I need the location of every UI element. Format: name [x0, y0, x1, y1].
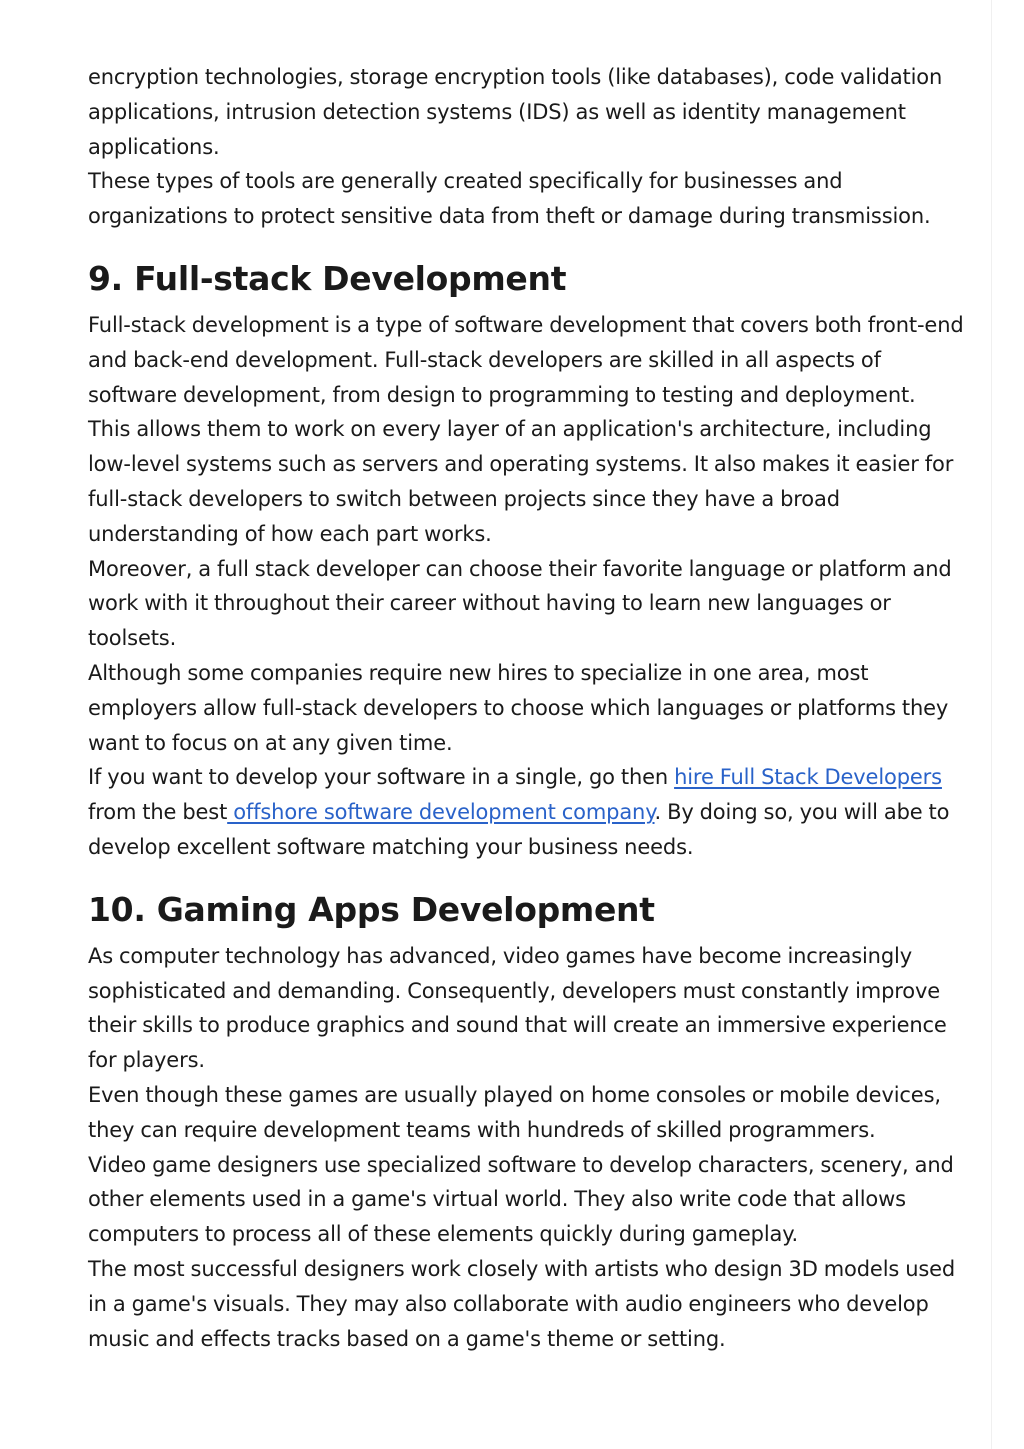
- offshore-software-company-link[interactable]: offshore software development company: [227, 800, 655, 825]
- gaming-paragraph-2: Even though these games are usually played on home consoles or mobile devices, they can require development teams with hundreds of skilled programmers.: [88, 1082, 941, 1142]
- intro-paragraph-2: These types of tools are generally created specifically for businesses and organizations to protect sensitive data from theft or damage during transmission.: [88, 169, 931, 229]
- page-edge-line: [991, 0, 992, 1449]
- full-stack-paragraph-5: [88, 760, 968, 864]
- full-stack-paragraph-1: Full-stack development is a type of software development that covers both front-end and back-end development. Full-stack developers are skilled in all aspects of software development, from design to programming to testing and deployment.: [88, 312, 964, 407]
- hire-full-stack-developers-link[interactable]: hire Full Stack Developers: [674, 765, 942, 790]
- gaming-paragraph-4: The most successful designers work closely with artists who design 3D models used in a game's visuals. They may also collaborate with audio engineers who develop music and effects tracks based on a game's theme or setting.: [88, 1256, 956, 1351]
- intro-paragraph-1: encryption technologies, storage encryption tools (like databases), code validation applications, intrusion detection systems (IDS) as well as identity management applications.: [88, 65, 943, 159]
- article-content: [88, 60, 968, 1356]
- full-stack-paragraph-3: Moreover, a full stack developer can choose their favorite language or platform and work with it throughout their career without having to learn new languages or toolsets.: [88, 556, 952, 651]
- full-stack-heading: 9. Full-stack Development: [88, 258, 567, 298]
- gaming-heading: 10. Gaming Apps Development: [88, 889, 655, 929]
- full-stack-paragraph-2: This allows them to work on every layer of an application's architecture, including low-level systems such as servers and operating systems. It also makes it easier for full-stack developers to switch between projects since they have a broad understanding of how each part works.: [88, 417, 954, 546]
- paragraph-text-after-link: . By doing so, you will abe to develop excellent software matching your business needs.: [88, 800, 950, 859]
- paragraph-text-before-link: If you want to develop your software in a single, go then: [88, 765, 675, 790]
- gaming-paragraph-1: As computer technology has advanced, video games have become increasingly sophisticated and demanding. Consequently, developers must constantly improve their skills to produce graphics and sound that will create an immersive experience for players.: [88, 943, 947, 1073]
- paragraph-text-between-links: from the best: [88, 800, 228, 825]
- full-stack-paragraph-4: Although some companies require new hires to specialize in one area, most employers allow full-stack developers to choose which languages or platforms they want to focus on at any given time.: [88, 660, 949, 755]
- gaming-paragraph-3: Video game designers use specialized software to develop characters, scenery, and other elements used in a game's virtual world. They also write code that allows computers to process all of these elements quickly during gameplay.: [88, 1152, 954, 1247]
